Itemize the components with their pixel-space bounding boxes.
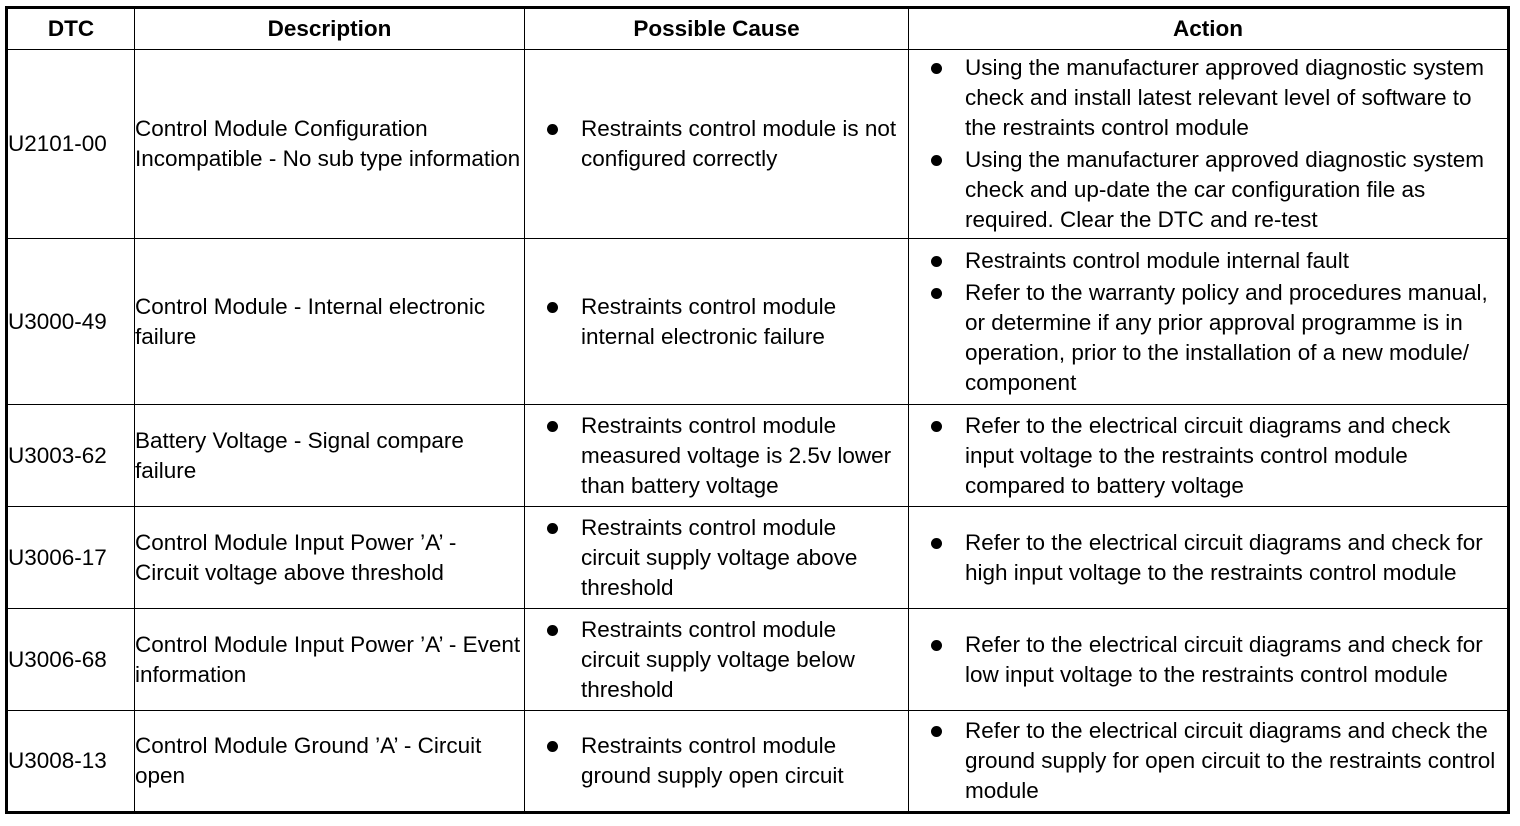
action-cell [909, 405, 1509, 507]
action-item [909, 246, 1507, 276]
action-text: Refer to the electrical circuit diagrams and check for high input voltage to the restraints control module [965, 529, 1483, 585]
cause-list [525, 513, 908, 603]
action-item [909, 528, 1507, 588]
bullet-icon [931, 256, 942, 267]
cause-item [525, 411, 908, 501]
cause-list [525, 292, 908, 352]
bullet-icon [547, 523, 558, 534]
action-list [909, 630, 1507, 690]
action-text: Refer to the electrical circuit diagrams and check input voltage to the restraints control module compared to battery voltage [965, 412, 1451, 498]
dtc-description: Battery Voltage - Signal compare failure [135, 405, 525, 507]
table-row [7, 239, 1509, 405]
bullet-icon [931, 726, 942, 737]
cause-list [525, 411, 908, 501]
possible-cause-cell [525, 609, 909, 711]
bullet-icon [547, 625, 558, 636]
bullet-icon [547, 302, 558, 313]
cause-text: Restraints control module ground supply open circuit [581, 733, 844, 788]
cause-text: Restraints control module circuit supply voltage above threshold [581, 514, 858, 600]
action-cell [909, 50, 1509, 239]
possible-cause-cell [525, 239, 909, 405]
dtc-description: Control Module Ground ’A’ - Circuit open [135, 711, 525, 813]
action-list [909, 411, 1507, 501]
header-action: Action [909, 8, 1509, 50]
table-row [7, 711, 1509, 813]
cause-list [525, 114, 908, 174]
bullet-icon [931, 288, 942, 299]
dtc-description: Control Module - Internal electronic failure [135, 239, 525, 405]
dtc-code: U2101-00 [7, 50, 135, 239]
cause-text: Restraints control module is not configured correctly [581, 116, 897, 171]
header-description: Description [135, 8, 525, 50]
action-item [909, 145, 1507, 235]
cause-item [525, 513, 908, 603]
bullet-icon [931, 155, 942, 166]
header-possible-cause: Possible Cause [525, 8, 909, 50]
cause-item [525, 114, 908, 174]
cause-item [525, 731, 908, 791]
dtc-code: U3000-49 [7, 239, 135, 405]
action-list [909, 716, 1507, 806]
action-cell [909, 711, 1509, 813]
cause-list [525, 615, 908, 705]
action-list [909, 528, 1507, 588]
action-list [909, 53, 1507, 235]
cause-text: Restraints control module internal electronic failure [581, 293, 837, 349]
dtc-description: Control Module Configuration Incompatible - No sub type information [135, 50, 525, 239]
action-list [909, 246, 1507, 398]
possible-cause-cell [525, 711, 909, 813]
action-item [909, 411, 1507, 501]
possible-cause-cell [525, 507, 909, 609]
bullet-icon [931, 421, 942, 432]
action-text: Refer to the electrical circuit diagrams and check the ground supply for open circuit to the restraints control module [965, 718, 1496, 803]
cause-item [525, 292, 908, 352]
action-text: Restraints control module internal fault [965, 247, 1349, 273]
action-text: Refer to the electrical circuit diagrams and check for low input voltage to the restraints control module [965, 631, 1483, 687]
dtc-description: Control Module Input Power ’A’ - Event information [135, 609, 525, 711]
bullet-icon [547, 741, 558, 752]
bullet-icon [931, 63, 942, 74]
cause-text: Restraints control module circuit supply voltage below threshold [581, 616, 855, 702]
table-header-row [7, 8, 1509, 50]
bullet-icon [931, 538, 942, 549]
possible-cause-cell [525, 50, 909, 239]
table-row [7, 507, 1509, 609]
action-item [909, 53, 1507, 143]
dtc-description: Control Module Input Power ’A’ - Circuit voltage above threshold [135, 507, 525, 609]
action-cell [909, 239, 1509, 405]
possible-cause-cell [525, 405, 909, 507]
dtc-code: U3003-62 [7, 405, 135, 507]
action-item [909, 278, 1507, 398]
action-cell [909, 609, 1509, 711]
bullet-icon [547, 124, 558, 135]
action-item [909, 630, 1507, 690]
cause-text: Restraints control module measured voltage is 2.5v lower than battery voltage [581, 412, 892, 498]
table-row [7, 50, 1509, 239]
table-row [7, 609, 1509, 711]
action-cell [909, 507, 1509, 609]
cause-item [525, 615, 908, 705]
action-text: Using the manufacturer approved diagnostic system check and install latest relevant level of software to the restraints control module [965, 55, 1485, 140]
dtc-code: U3006-68 [7, 609, 135, 711]
table-row [7, 405, 1509, 507]
header-dtc: DTC [7, 8, 135, 50]
action-item [909, 716, 1507, 806]
bullet-icon [931, 640, 942, 651]
cause-list [525, 731, 908, 791]
bullet-icon [547, 421, 558, 432]
dtc-code: U3006-17 [7, 507, 135, 609]
dtc-table [5, 6, 1510, 814]
dtc-code: U3008-13 [7, 711, 135, 813]
action-text: Using the manufacturer approved diagnostic system check and up-date the car configuration file as required. Clear the DTC and re-test [965, 147, 1485, 232]
action-text: Refer to the warranty policy and procedures manual, or determine if any prior approval programme is in operation, prior to the installation of a new module/ component [965, 279, 1488, 395]
